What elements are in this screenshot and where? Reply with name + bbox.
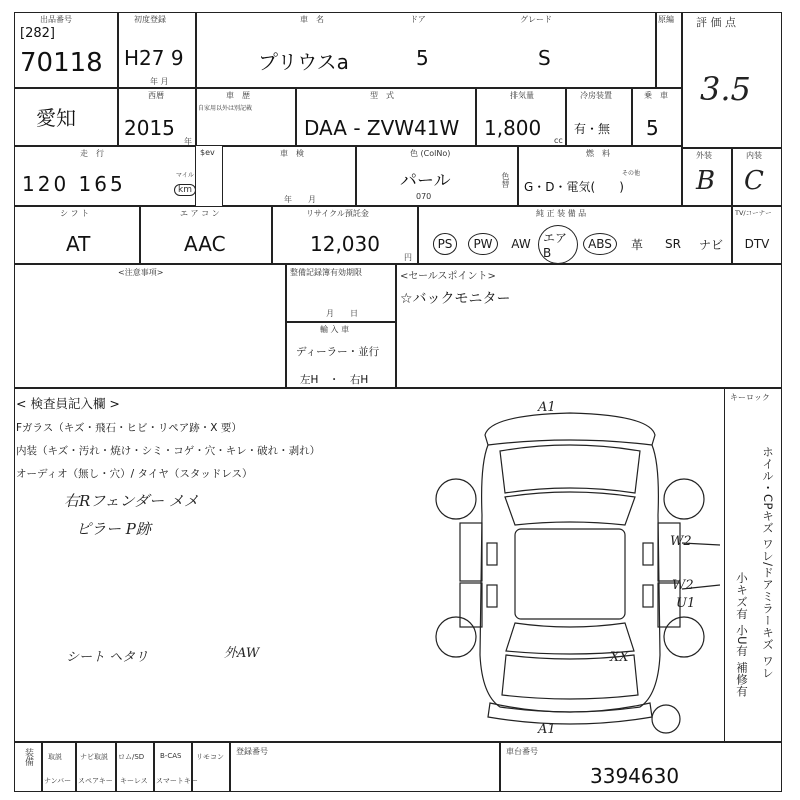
footer-col3-top: ロム/SD (118, 753, 145, 761)
notes-label: <注意事項> (118, 268, 164, 277)
inspector-hand1: 右Rフェンダー メメ (64, 492, 199, 510)
inspection-label: 車 検 (280, 149, 304, 158)
aircon-label: 冷房装置 (580, 91, 612, 100)
mileage-value: 120 165 (22, 172, 126, 196)
footer-col5 (192, 742, 230, 792)
fuel-other: その他 (622, 170, 641, 177)
reg-date-label: 初度登録 (134, 15, 166, 24)
inspector-hand2: ピラー P跡 (76, 520, 151, 538)
score-label: 評 価 点 (696, 16, 736, 29)
reg-number-cell (230, 742, 500, 792)
car-name-value: プリウスa (258, 50, 349, 74)
cond-label: 原編 (658, 15, 674, 24)
equip-dtv: DTV (744, 237, 770, 251)
front-bumper (485, 413, 655, 445)
wheel-front-left (436, 479, 476, 519)
warranty-label: 整備記録簿有効期限 (290, 268, 362, 277)
recycle-value: 12,030 (310, 232, 380, 256)
shift-label: シ フ ト (60, 209, 90, 218)
exterior-label: 外装 (696, 151, 712, 160)
color-side: 色替 (501, 172, 510, 188)
mark-right-rear-u1: U1 (676, 596, 696, 611)
tv-label: TV/コーナー (735, 209, 772, 217)
mark-rear-xx: XX (610, 650, 629, 665)
wheel-rear-right (664, 617, 704, 657)
keylock-label: キーロック (730, 393, 770, 402)
mileage-unit: km (174, 184, 196, 196)
ac-label: エ ア コ ン (180, 209, 220, 218)
door-right-front (658, 523, 680, 581)
inspection-unit: 年 月 (284, 195, 316, 204)
sales-cell (396, 264, 782, 388)
grade-value: S (538, 46, 551, 70)
footer-col2-top: ナビ取説 (80, 753, 108, 761)
inspector-title: < 検査員記入欄 > (16, 396, 120, 411)
reg-date-unit: 年 月 (150, 77, 169, 86)
window-left-rear (487, 585, 497, 607)
score-value: 3.5 (700, 70, 751, 108)
wheel-rear-left (436, 617, 476, 657)
sales-value: ☆バックモニター (400, 291, 511, 307)
footer-col4-bottom: スマートキー (156, 777, 198, 785)
damage-legend-2: 小キズ有 小U有 補修有 (735, 572, 749, 698)
hood (500, 445, 640, 493)
fuel-value: G・D・電気( ) (524, 180, 624, 194)
wheel-front-right (664, 479, 704, 519)
window-right-rear (643, 585, 653, 607)
footer-col1-top: 取説 (48, 753, 62, 761)
reading-label: $ev (200, 148, 215, 157)
mark-rear-a1: A1 (538, 722, 556, 735)
mirror-right (643, 543, 653, 565)
import-label: 輸 入 車 (320, 325, 350, 334)
ac-value: AAC (184, 232, 226, 256)
car-diagram (420, 395, 720, 735)
equip-ps: PS (426, 230, 464, 258)
damage-legend: ホイル・CPキズ ワレ/ドアミラーキズ ワレ (761, 446, 775, 679)
model-year-value: 2015 (124, 116, 175, 140)
interior-label: 内装 (746, 151, 762, 160)
warranty-unit: 月 日 (326, 309, 358, 318)
footer-col3-bottom: キーレス (120, 777, 148, 785)
car-outline (480, 445, 660, 712)
color-code: 070 (416, 192, 432, 201)
region-value: 愛知 (36, 106, 76, 130)
inspector-line2: 内装（キズ・汚れ・焼け・シミ・コゲ・穴・キレ・破れ・剥れ） (16, 445, 321, 457)
car-name-label: 車 名 (300, 15, 324, 24)
footer-col5-top: リモコン (196, 753, 224, 761)
door-left-front (460, 523, 482, 581)
mark-right-rear-w2: W2 (672, 578, 694, 593)
mileage-unit-top: マイル (176, 172, 194, 179)
lot-sub: [282] (20, 26, 55, 41)
equip-leather: 革 (630, 237, 643, 252)
fuel-label: 燃 料 (586, 149, 610, 158)
door-left-rear (460, 583, 482, 627)
lot-label: 出品番号 (40, 15, 72, 24)
capacity-value: 5 (646, 116, 659, 140)
inspector-hand3: シート ヘタリ (66, 650, 149, 665)
aircon-value: 有・無 (574, 122, 611, 136)
inspector-hand4: 外AW (224, 646, 260, 661)
windshield (505, 492, 635, 525)
lot-number: 70118 (20, 48, 103, 78)
footer-col1-bottom: ナンバー (44, 777, 72, 785)
reg-number-label: 登録番号 (236, 747, 268, 756)
mileage-label: 走 行 (80, 149, 104, 158)
footer-col4-top: B-CAS (160, 752, 182, 760)
mirror-left (487, 543, 497, 565)
displacement-value: 1,800 (484, 116, 542, 140)
model-year-label: 西暦 (148, 91, 164, 100)
inspector-line1: Fガラス（キズ・飛石・ヒビ・リペア跡・X 要） (16, 422, 242, 434)
equip-airbag: エアB (538, 230, 578, 258)
interior-value: C (744, 166, 764, 196)
rear-bumper (488, 703, 652, 724)
chassis-value: 3394630 (590, 764, 680, 788)
displacement-label: 排気量 (510, 91, 534, 100)
equip-pw: PW (464, 230, 502, 258)
model-type-value: DAA - ZVW41W (304, 116, 460, 140)
reg-date-value: H27 9 (124, 46, 184, 70)
color-value: パール (400, 171, 451, 191)
chassis-label: 車台番号 (506, 747, 538, 756)
grade-label: グレード (520, 15, 552, 24)
recycle-unit: 円 (404, 253, 412, 262)
mark-right-front-w2: W2 (670, 534, 692, 549)
equip-navi: ナビ (698, 237, 723, 252)
displacement-unit: cc (554, 136, 563, 145)
footer-side-label: 装備 (23, 748, 33, 766)
equip-abs: ABS (578, 230, 622, 258)
equip-aw: AW (511, 237, 531, 251)
import-value: ディーラー・並行 (296, 346, 380, 358)
equip-label: 純 正 装 備 品 (536, 209, 587, 218)
history-label: 車 歴 (226, 91, 250, 100)
shift-value: AT (66, 232, 91, 256)
door-value: 5 (416, 46, 429, 70)
sales-label: <セールスポイント> (400, 271, 496, 282)
equip-sunroof: SR (665, 237, 681, 251)
roof (515, 529, 625, 619)
recycle-label: リサイクル預託金 (306, 209, 369, 218)
footer-col2-bottom: スペアキー (78, 777, 113, 785)
history-sub: 自家用以外は別記載 (198, 105, 253, 112)
color-label: 色 (ColNo) (410, 149, 451, 158)
spare-tire-marker (652, 705, 680, 733)
capacity-label: 乗 車 (644, 91, 668, 100)
exterior-value: B (696, 166, 716, 196)
mark-front-a1: A1 (538, 400, 556, 415)
inspector-line3: オーディオ（無し・穴）/ タイヤ（スタッドレス） (16, 468, 253, 480)
door-label: ドア (410, 15, 426, 24)
model-type-label: 型 式 (370, 91, 394, 100)
notes-cell (14, 264, 286, 388)
handle-value: 左H ・ 右H (300, 374, 369, 386)
model-year-unit: 年 (184, 137, 192, 146)
